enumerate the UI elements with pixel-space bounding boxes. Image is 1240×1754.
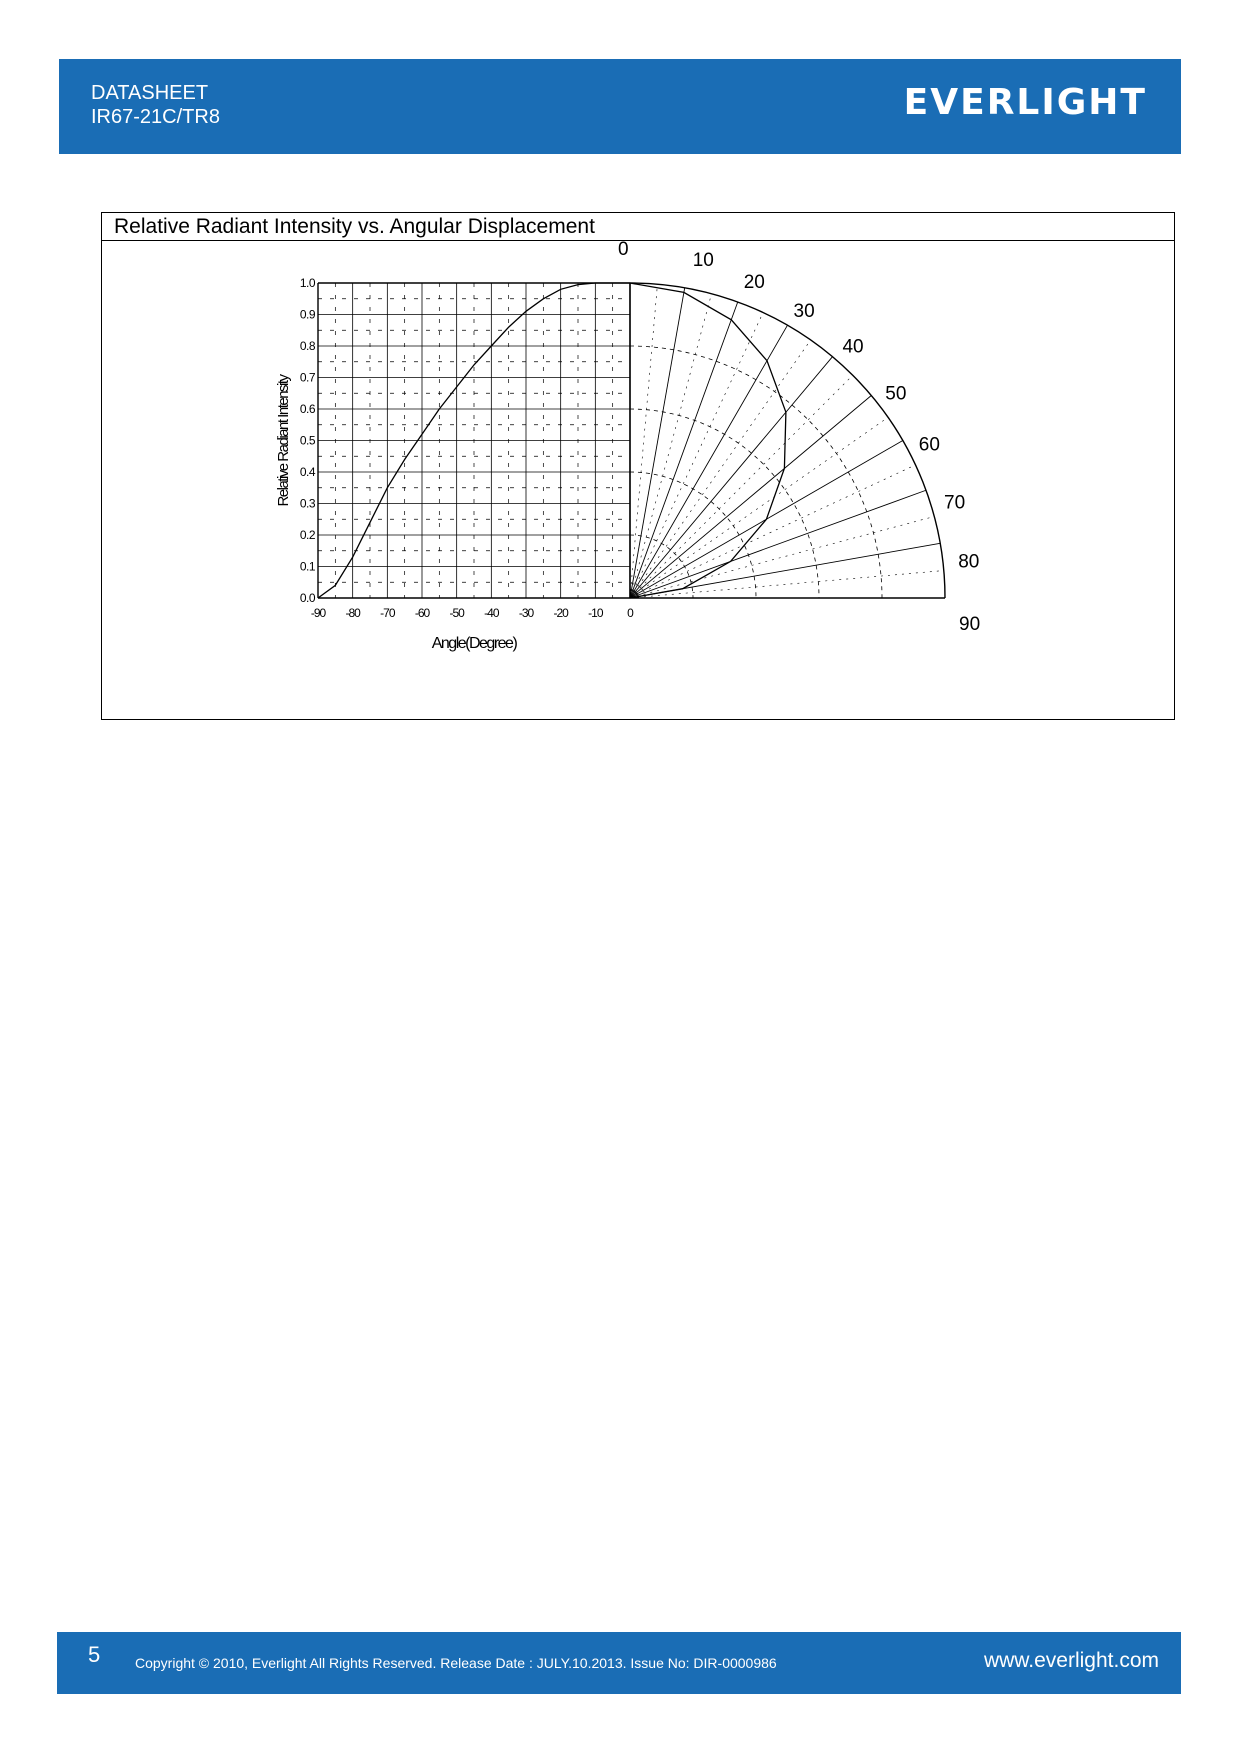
page-number: 5 [88, 1642, 101, 1667]
polar-angle-label: 70 [944, 492, 966, 514]
x-tick-label: -30 [518, 606, 534, 620]
polar-angle-label: 10 [692, 249, 714, 271]
polar-minor-radial [630, 571, 944, 598]
polar-angle-label: 20 [743, 271, 765, 293]
y-tick-label: 0.4 [299, 465, 315, 479]
page-footer [57, 1632, 1181, 1694]
cartesian-grid [318, 283, 630, 598]
x-tick-label: -40 [484, 606, 499, 620]
y-tick-label: 0.7 [299, 370, 315, 385]
y-tick-label: 0.1 [299, 559, 315, 574]
y-tick-label: 0.2 [299, 528, 315, 542]
polar-angle-labels [618, 241, 980, 635]
everlight-logo: EVERLIGHT [903, 82, 1147, 123]
x-tick-label: -90 [310, 606, 326, 620]
doc-type-label: DATASHEET [91, 82, 209, 104]
x-tick-label: -60 [414, 606, 430, 620]
polar-grid [630, 283, 945, 598]
polar-angle-label: 60 [918, 434, 940, 456]
x-tick-label: -50 [449, 606, 464, 620]
radiation-chart [102, 241, 1174, 719]
cartesian-ticks [300, 276, 634, 620]
x-tick-label: -20 [553, 606, 568, 620]
polar-angle-label: 40 [842, 336, 864, 358]
chart-panel [101, 212, 1175, 720]
polar-minor-radial [630, 284, 657, 598]
part-number-label: IR67-21C/TR8 [91, 106, 220, 128]
polar-angle-label: 50 [885, 383, 907, 405]
polar-minor-radial [630, 294, 712, 598]
polar-minor-radial [630, 516, 934, 598]
x-axis-label: Angle(Degree) [431, 635, 517, 652]
y-tick-label: 0.3 [299, 496, 315, 511]
y-tick-label: 0.6 [299, 402, 315, 416]
chart-title: Relative Radiant Intensity vs. Angular Displacement [102, 213, 1174, 241]
x-tick-label: -80 [345, 606, 360, 620]
polar-angle-label: 90 [959, 614, 981, 635]
x-tick-label: -10 [588, 606, 603, 620]
copyright-text: Copyright © 2010, Everlight All Rights Reserved. Release Date : JULY.10.2013. Issue No: DIR-0000986 [135, 1655, 777, 1671]
y-tick-label: 0.9 [299, 307, 315, 322]
y-tick-label: 0.8 [299, 339, 315, 353]
y-axis-label: Relative Radiant Intensity [275, 375, 292, 507]
polar-angle-label: 30 [793, 301, 815, 323]
y-tick-label: 0.5 [299, 433, 315, 448]
polar-angle-label: 80 [958, 551, 980, 573]
page-header [59, 59, 1181, 154]
x-tick-label: 0 [627, 606, 633, 620]
website-link[interactable]: www.everlight.com [983, 1649, 1159, 1672]
y-tick-label: 1.0 [299, 276, 315, 290]
y-tick-label: 0.0 [299, 591, 315, 605]
x-tick-label: -70 [380, 606, 395, 620]
polar-angle-label: 0 [618, 241, 629, 260]
